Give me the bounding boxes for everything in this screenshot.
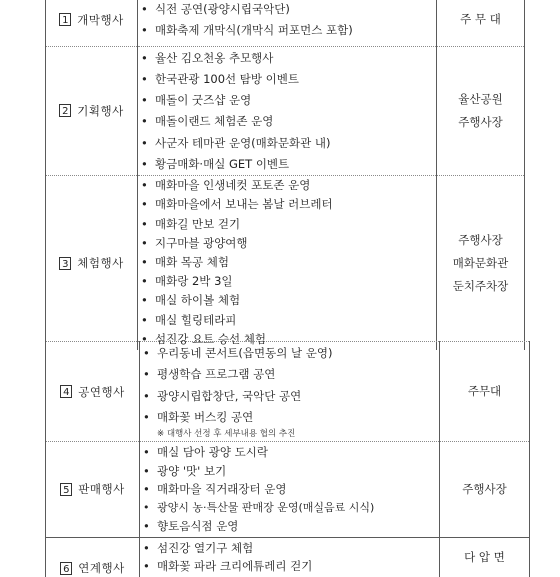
list-item: • 섬진강 요트 승선 체험 [141,330,436,349]
bullet-icon: • [143,540,150,555]
category-cell [46,442,140,538]
bullet-icon: • [141,50,148,65]
category-number: 5 [60,483,72,496]
venue-cell: 주무대 [440,342,530,442]
bullet-icon: • [143,445,150,460]
list-item: • 광양시 농·특산물 판매장 운영(매실음료 시식) [143,499,438,518]
list-item: • 매화꽃 버스킹 공연 [143,407,438,428]
list-item: • 매화마을에서 보내는 봄날 러브레터 [141,195,436,214]
venue-cell: 주 무 대 [437,0,525,46]
bullet-icon: • [141,197,148,212]
category-number: 3 [59,257,71,270]
items-cell [138,0,437,46]
bullet-icon: • [141,178,148,193]
category-cell [46,0,138,46]
bullet-icon: • [141,135,148,150]
bullet-icon: • [143,367,150,382]
bullet-icon: • [141,331,148,346]
list-item: • 매실 담아 광양 도시락 [143,443,438,462]
bullet-icon: • [143,463,150,478]
category-number: 2 [59,104,71,117]
category-number: 1 [59,13,71,26]
list-item: • 매화마을 직거래장터 운영 [143,480,438,499]
list-item: • 평생학습 프로그램 공연 [143,364,438,385]
list-item: • 매돌이 굿즈샵 운영 [141,90,436,111]
items-cell [140,442,440,538]
table-row [46,0,525,46]
items-cell [140,537,440,577]
list-item: • 매화축제 개막식(개막식 퍼포먼스 포함) [141,20,436,41]
category-cell [46,46,138,176]
bullet-icon: • [141,114,148,129]
category-number: 6 [60,562,72,575]
list-item: • 매실 힐링테라피 [141,311,436,330]
category-label: 판매행사 [78,482,125,497]
bullet-icon: • [141,23,148,38]
category-label: 개막행사 [77,12,124,27]
list-item: • 매화마을 인생네컷 포토존 운영 [141,176,436,195]
bullet-icon: • [143,482,150,497]
list-item: • 식전 공연(광양시립국악단) [141,0,436,20]
category-cell [46,537,140,577]
bullet-icon: • [141,216,148,231]
list-item: • 우리동네 콘서트(읍면동의 날 운영) [143,343,438,364]
table-row [46,46,525,176]
bullet-icon: • [141,312,148,327]
category-number: 4 [60,385,72,398]
items-cell [138,46,437,176]
list-item: • 광양 '맛' 보기 [143,462,438,481]
list-item: • 매화 목공 체험 [141,253,436,272]
list-item: • 향토음식점 운영 [143,517,438,536]
bullet-icon: • [143,558,150,573]
list-item: • 매화꽃 파라 크리에튜레리 걷기 [143,558,313,573]
list-item: • 황금매화·매실 GET 이벤트 [141,154,436,175]
table-row [46,342,530,442]
table-row [46,537,530,577]
bullet-icon: • [143,388,150,403]
category-cell [46,176,138,350]
items-cell [140,342,440,442]
bullet-icon: • [143,519,150,534]
category-label: 연계행사 [78,561,125,576]
bullet-icon: • [141,2,148,16]
venue-cell: 주행사장 [440,442,530,538]
venue-cell: 주행사장 매화문화관 둔치주차장 [437,176,525,350]
bullet-icon: • [141,235,148,250]
list-item: • 매실 하이볼 체험 [141,291,436,310]
list-item: • 한국관광 100선 탐방 이벤트 [141,69,436,90]
category-cell [46,342,140,442]
category-label: 기획행사 [77,103,124,118]
table-row [46,176,525,350]
list-item: • 광양시립합창단, 국악단 공연 [143,386,438,407]
event-program-table-continued [45,341,530,577]
items-cell [138,176,437,350]
list-item: • 사군자 테마관 운영(매화문화관 내) [141,133,436,154]
list-item: • 매화길 만보 걷기 [141,215,436,234]
event-program-table [45,0,525,350]
bullet-icon: • [141,255,148,270]
bullet-icon: • [141,293,148,308]
note-text: ※ 대행사 선정 후 세부내용 협의 추진 [157,429,296,440]
list-item: • 율산 김오천옹 추모행사 [141,48,436,69]
category-label: 체험행사 [77,256,124,271]
bullet-icon: • [141,93,148,108]
bullet-icon: • [141,71,148,86]
bullet-icon: • [143,500,150,514]
list-item: • 섬진강 열기구 체험 [143,540,254,555]
list-item: • 지구마블 광양여행 [141,234,436,253]
list-item: • 매화랑 2박 3일 [141,272,436,291]
bullet-icon: • [141,156,148,171]
bullet-icon: • [143,409,150,424]
bullet-icon: • [143,346,150,360]
venue-cell: 다 압 면 [440,537,530,577]
bullet-icon: • [141,274,148,289]
table-row [46,442,530,538]
list-item: • 매돌이랜드 체험존 운영 [141,111,436,132]
category-label: 공연행사 [78,384,125,399]
venue-cell: 율산공원 주행사장 [437,46,525,176]
